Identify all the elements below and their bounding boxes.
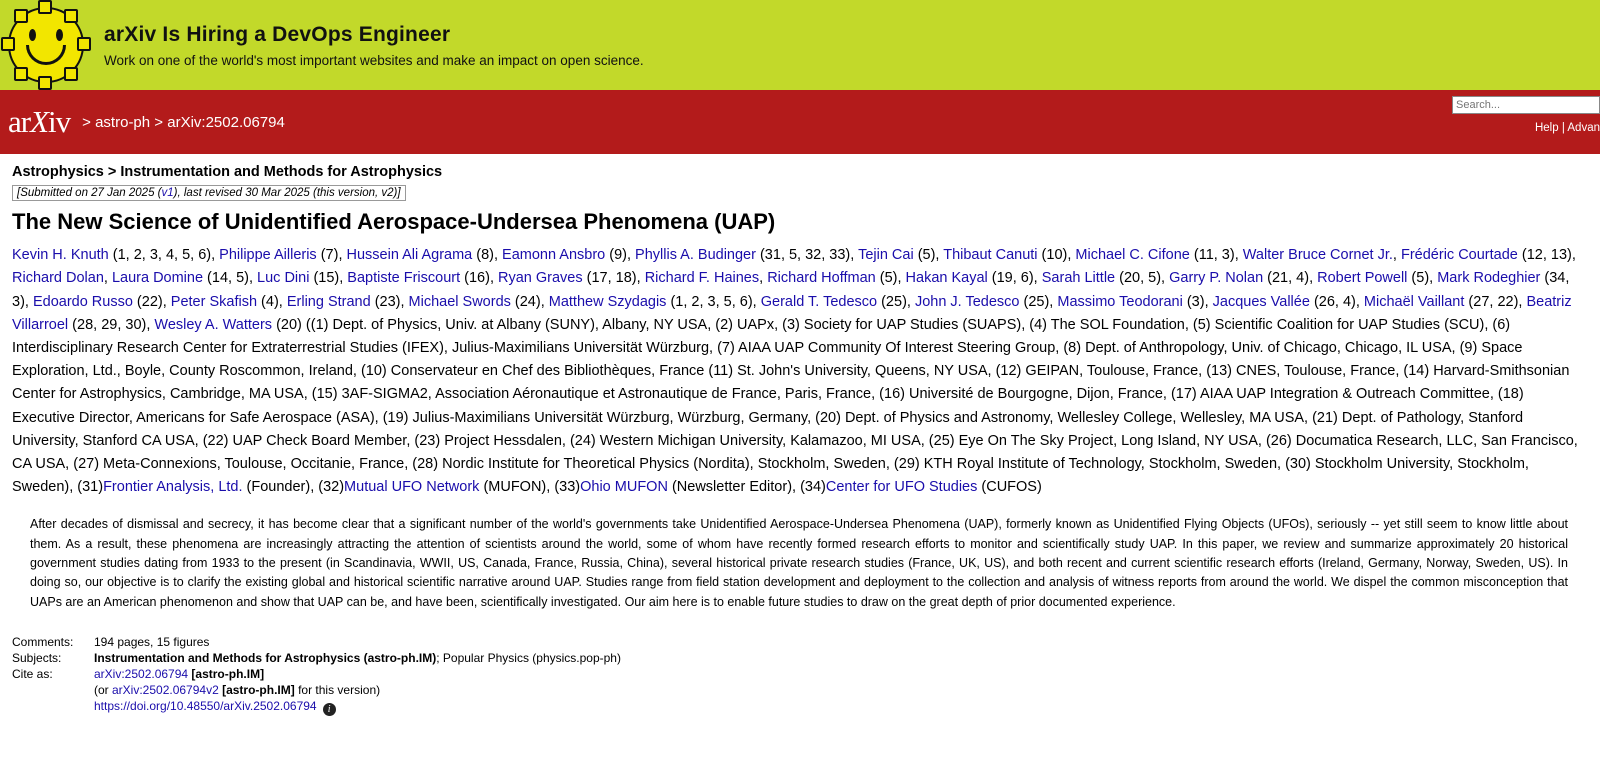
abstract-text: After decades of dismissal and secrecy, it has become clear that a significant number of the world's governments take Unidentified Aerospace-Undersea Phenomena (UAP), formerly known as Unidentified Flying Objects (UFOs), seriously -- yet still seem to know little about them. As a result, these phenomena are increasingly attracting the attention of scientists around the world, some of whom have recently formed research efforts to monitor and scientifically study UAP. In this paper, we review and summarize approximately 20 historical government studies dating from 1933 to the present (in Scandinavia, WWII, US, Canada, France, Russia, China), several historical private research studies (France, UK, US), and both recent and current scientific research efforts (Ireland, Germany, Norway, Sweden, US). In doing so, our objective is to clarify the existing global and historical scientific narrative around UAP. Studies range from field station development and deployment to the collection and analysis of witness reports from around the world. We dispel the common misconception that UAPs are an American phenomenon and show that UAP can be, and have been, scientifically investigated. Our aim here is to enable future studies to draw on the great depth of prior documented experience.: [30, 517, 1568, 609]
author-affil-ref: (23),: [370, 293, 409, 310]
search-input[interactable]: [1452, 96, 1600, 114]
author-affil-ref: (7),: [316, 247, 347, 264]
arxiv-logo[interactable]: arXiv: [8, 104, 71, 139]
author-link[interactable]: Laura Domine: [111, 270, 204, 287]
author-link[interactable]: Garry P. Nolan: [1169, 270, 1264, 287]
author-affil-ref: (20): [272, 316, 306, 333]
v1-link[interactable]: v1: [161, 187, 174, 199]
header-search-area: [1440, 96, 1600, 134]
author-link[interactable]: Michaël Vaillant: [1363, 293, 1465, 310]
author-affil-ref: ,: [103, 270, 112, 287]
breadcrumb-paper-id: arXiv:2502.06794: [167, 113, 285, 131]
info-icon[interactable]: i: [323, 703, 336, 716]
cite-version-prefix: (or: [94, 683, 112, 698]
author-link[interactable]: Hakan Kayal: [905, 270, 988, 287]
subject-secondary: ; Popular Physics (physics.pop-ph): [436, 651, 621, 666]
author-affil-ref: (12, 13),: [1517, 247, 1576, 264]
author-link[interactable]: Erling Strand: [286, 293, 371, 310]
table-row: [12, 666, 621, 682]
header-links: [1440, 122, 1600, 134]
links-separator: |: [1561, 122, 1565, 134]
dateline-suffix: ), last revised 30 Mar 2025 (this version, v2)]: [173, 187, 401, 199]
cite-version-spacer: [12, 682, 94, 698]
author-affil-ref: (5),: [913, 247, 944, 264]
doi-link[interactable]: https://doi.org/10.48550/arXiv.2502.06794: [94, 699, 317, 714]
author-affil-ref: (28, 29, 30),: [68, 316, 155, 333]
table-row: [12, 682, 621, 698]
affiliations-suffix: (CUFOS): [977, 479, 1042, 496]
author-affil-ref: (26, 4),: [1309, 293, 1364, 310]
author-affil-ref: (14, 5),: [203, 270, 258, 287]
author-link[interactable]: Richard Dolan: [12, 270, 104, 287]
author-link[interactable]: Gerald T. Tedesco: [760, 293, 878, 310]
author-affil-ref: (17, 18),: [582, 270, 645, 287]
author-link[interactable]: Frédéric Courtade: [1400, 247, 1518, 264]
author-link[interactable]: Edoardo Russo: [32, 293, 133, 310]
author-affil-ref: (25),: [877, 293, 915, 310]
page-title: The New Science of Unidentified Aerospace-Undersea Phenomena (UAP): [12, 209, 776, 234]
author-link[interactable]: Robert Powell: [1317, 270, 1408, 287]
arxiv-header: [0, 90, 1600, 154]
hiring-banner: [0, 0, 1600, 90]
cite-version-value: [94, 682, 621, 698]
affiliation-link-frontier-analysis[interactable]: Frontier Analysis, Ltd.: [103, 479, 243, 496]
advanced-search-link[interactable]: Advan: [1567, 122, 1600, 134]
author-affil-ref: (9),: [605, 247, 636, 264]
subjects-value: [94, 650, 621, 666]
author-link[interactable]: Mark Rodeghier: [1437, 270, 1541, 287]
author-link[interactable]: Ryan Graves: [498, 270, 583, 287]
comments-value: 194 pages, 15 figures: [94, 635, 210, 650]
author-link[interactable]: Luc Dini: [257, 270, 310, 287]
authors-and-affiliations: [12, 244, 1588, 499]
table-row: [12, 634, 621, 650]
cite-as-label: Cite as:: [12, 667, 53, 682]
author-affil-ref: (24),: [510, 293, 549, 310]
author-link[interactable]: Eamonn Ansbro: [502, 247, 606, 264]
author-link[interactable]: Beatriz Villarroel: [12, 293, 1572, 333]
affiliations-mid-1: (Founder), (32): [242, 479, 345, 496]
cite-arxiv-version-link[interactable]: arXiv:2502.06794v2: [112, 683, 219, 698]
subject-breadcrumb: [0, 154, 1600, 184]
dateline-prefix: [Submitted on 27 Jan 2025 (: [17, 187, 162, 199]
affiliations-mid-2: (MUFON), (33): [479, 479, 581, 496]
submission-dateline: [12, 185, 406, 201]
author-affil-ref: (3),: [1182, 293, 1213, 310]
author-link[interactable]: Massimo Teodorani: [1057, 293, 1183, 310]
author-link[interactable]: Phyllis A. Budinger: [635, 247, 756, 264]
author-affil-ref: (1, 2, 3, 4, 5, 6),: [108, 247, 220, 264]
author-affil-ref: (15),: [309, 270, 348, 287]
author-affil-ref: (16),: [460, 270, 498, 287]
affiliation-link-center-for-ufo-studies[interactable]: Center for UFO Studies: [825, 479, 978, 496]
cite-version-class: [astro-ph.IM]: [218, 683, 295, 698]
banner-subtitle: Work on one of the world's most important websites and make an impact on open science.: [104, 52, 644, 68]
author-link[interactable]: John J. Tedesco: [914, 293, 1020, 310]
cite-as-value: [94, 666, 621, 682]
author-affil-ref: (31, 5, 32, 33),: [755, 247, 859, 264]
breadcrumb-sep-1: >: [82, 113, 91, 131]
subject-breadcrumb-link[interactable]: Astrophysics > Instrumentation and Methods for Astrophysics: [12, 164, 443, 180]
author-link[interactable]: Peter Skafish: [170, 293, 258, 310]
author-affil-ref: ,: [759, 270, 768, 287]
author-link[interactable]: Thibaut Canuti: [943, 247, 1038, 264]
smiley-face-icon: [8, 7, 84, 83]
author-link[interactable]: Michael C. Cifone: [1075, 247, 1190, 264]
author-affil-ref: (34, 3),: [12, 270, 1570, 310]
author-affil-ref: (22),: [132, 293, 171, 310]
author-link[interactable]: Michael Swords: [408, 293, 511, 310]
help-link[interactable]: Help: [1534, 122, 1559, 134]
table-row: [12, 650, 621, 666]
author-affil-ref: (4),: [257, 293, 287, 310]
author-link[interactable]: Baptiste Friscourt: [347, 270, 461, 287]
banner-title: arXiv Is Hiring a DevOps Engineer: [104, 22, 451, 46]
subjects-label: Subjects:: [12, 651, 62, 666]
author-link[interactable]: Matthew Szydagis: [548, 293, 667, 310]
affiliations-text: ((1) Dept. of Physics, Univ. at Albany (SUNY), Albany, NY USA, (2) UAPx, (3) Society for UAP Studies (SUAPS), (4) The SOL Foundation, (5) Scientific Coalition for UAP Studies (SCU), (6) Interdisciplinary Research Center for Extraterrestrial Studies (IFEX), Julius-Maximilians Universität Würzburg, (7) AIAA UAP Community Of Interest Steering Group, (8) Dept. of Anthropology, Univ. of Chicago, Chicago, IL USA, (9) Space Exploration, Ltd., Boyle, County Roscommon, Ireland, (10) Conservateur en Chef des Bibliothèques, France (11) St. John's University, Queens, NY USA, (12) GEIPAN, Toulouse, France, (13) CNES, Toulouse, France, (14) Harvard-Smithsonian Center for Astrophysics, Cambridge, MA USA, (15) 3AF-SIGMA2, Association Aéronautique et Astronautique de France, Paris, France, (16) Université de Bourgogne, Dijon, France, (17) AIAA UAP Integration & Outreach Committee, (18) Executive Director, Americans for Safe Aerospace (ASA), (19) Julius-Maximilians Universität Würzburg, Würzburg, Germany, (20) Dept. of Physics and Astronomy, Wellesley College, Wellesley, MA USA, (21) Dept. of Pathology, Stanford University, Stanford CA USA, (22) UAP Check Board Member, (23) Project Hessdalen, (24) Western Michigan University, Kalamazoo, MI USA, (25) Eye On The Sky Project, Long Island, NY USA, (26) Documatica Research, LLC, San Francisco, CA USA, (27) Meta-Connexions, Toulouse, Occitanie, France, (28) Nordic Institute for Theoretical Physics (Nordita), Stockholm, Sweden, (29) KTH Royal Institute of Technology, Stockholm, Sweden, (30) Stockholm University, Stockholm, Sweden), (31): [12, 316, 1578, 496]
comments-label: Comments:: [12, 635, 74, 650]
author-affil-ref: (27, 22),: [1464, 293, 1527, 310]
author-affil-ref: (19, 6),: [987, 270, 1042, 287]
author-affil-ref: (25),: [1019, 293, 1058, 310]
author-affil-ref: (1, 2, 3, 5, 6),: [666, 293, 761, 310]
author-link[interactable]: Tejin Cai: [858, 247, 914, 264]
author-affil-ref: (11, 3),: [1189, 247, 1243, 264]
author-link[interactable]: Sarah Little: [1041, 270, 1116, 287]
cite-primary-class: [astro-ph.IM]: [188, 667, 265, 682]
author-link[interactable]: Jacques Vallée: [1212, 293, 1310, 310]
author-affil-ref: (20, 5),: [1115, 270, 1170, 287]
doi-value: [94, 698, 621, 717]
author-link[interactable]: Hussein Ali Agrama: [346, 247, 473, 264]
breadcrumb-archive-link[interactable]: astro-ph: [95, 113, 151, 131]
cite-arxiv-id-link[interactable]: arXiv:2502.06794: [94, 667, 189, 682]
subject-primary: Instrumentation and Methods for Astrophysics (astro-ph.IM): [94, 651, 437, 666]
affiliation-link-mutual-ufo-network[interactable]: Mutual UFO Network: [344, 479, 480, 496]
breadcrumb: [82, 114, 285, 131]
paper-metadata-table: [12, 634, 621, 717]
author-affil-ref: (5),: [875, 270, 906, 287]
breadcrumb-sep-2: >: [154, 113, 164, 131]
author-link[interactable]: Richard Hoffman: [767, 270, 876, 287]
author-affil-ref: (21, 4),: [1263, 270, 1318, 287]
cite-version-suffix: for this version): [294, 683, 381, 698]
table-row: [12, 698, 621, 717]
paper-content: [0, 184, 1600, 717]
author-affil-ref: (8),: [472, 247, 503, 264]
affiliations-mid-3: (Newsletter Editor), (34): [667, 479, 826, 496]
author-link[interactable]: Walter Bruce Cornet Jr.: [1242, 247, 1393, 264]
affiliation-link-ohio-mufon[interactable]: Ohio MUFON: [580, 479, 668, 496]
doi-spacer: [12, 698, 94, 717]
author-link[interactable]: Richard F. Haines: [644, 270, 760, 287]
author-affil-ref: (5),: [1407, 270, 1438, 287]
author-link[interactable]: Wesley A. Watters: [154, 316, 273, 333]
author-link[interactable]: Kevin H. Knuth: [12, 247, 109, 264]
author-link[interactable]: Philippe Ailleris: [219, 247, 317, 264]
author-affil-ref: (10),: [1037, 247, 1076, 264]
author-affil-ref: ,: [1392, 247, 1401, 264]
